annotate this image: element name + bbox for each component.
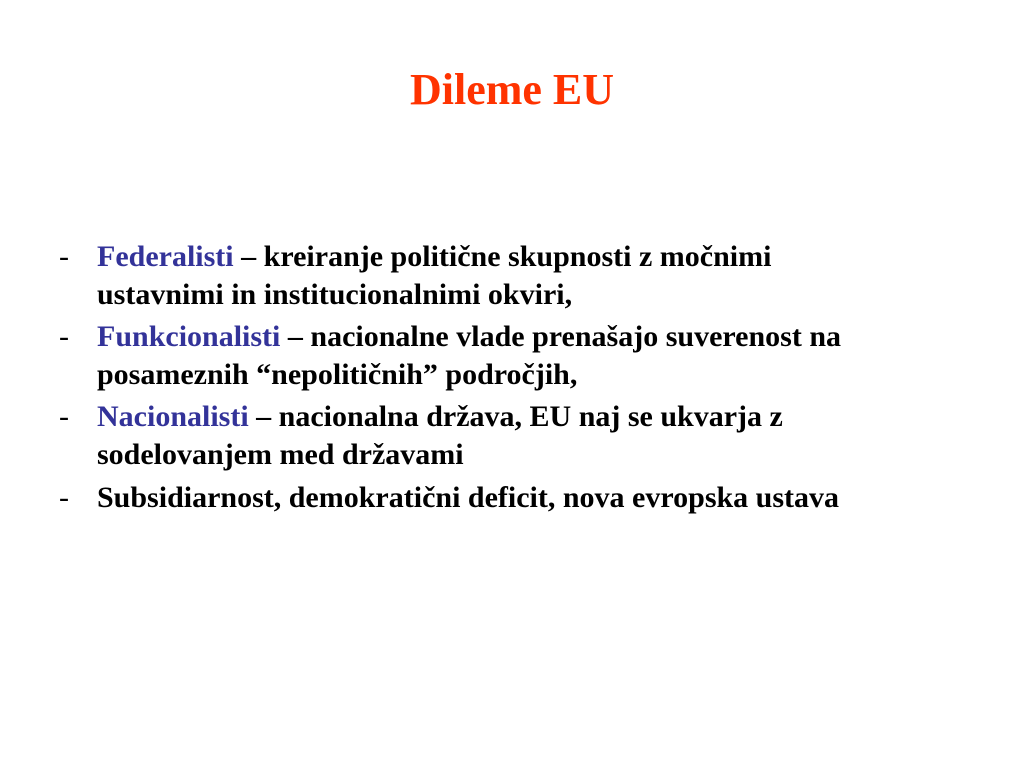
bullet-text [97,238,887,314]
bullet-marker: - [59,480,69,514]
list-item [52,398,952,474]
bullet-rest: – nacionalna država, EU naj se ukvarja z sodelovanjem med državami [97,400,783,472]
bullet-lead: Funkcionalisti [97,320,281,354]
bullet-rest: Subsidiarnost, demokratični deficit, nova evropska ustava [97,480,840,514]
bullet-list [52,238,952,521]
bullet-marker: - [59,400,69,434]
bullet-marker: - [59,240,69,273]
list-item [52,479,952,517]
page-title: Dileme EU [409,65,615,114]
bullet-lead: Federalisti [97,240,234,273]
list-item [52,318,952,394]
bullet-lead: Nacionalisti [97,400,249,434]
list-item [52,238,952,314]
bullet-rest: – nacionalne vlade prenašajo suverenost na posameznih “nepolitičnih” področjih, [97,320,842,392]
bullet-text [97,398,887,474]
bullet-text [97,479,887,517]
bullet-rest: – kreiranje politične skupnosti z močnimi ustavnimi in institucionalnimi okviri, [97,240,772,312]
bullet-marker: - [59,320,69,354]
bullet-text [97,318,887,394]
